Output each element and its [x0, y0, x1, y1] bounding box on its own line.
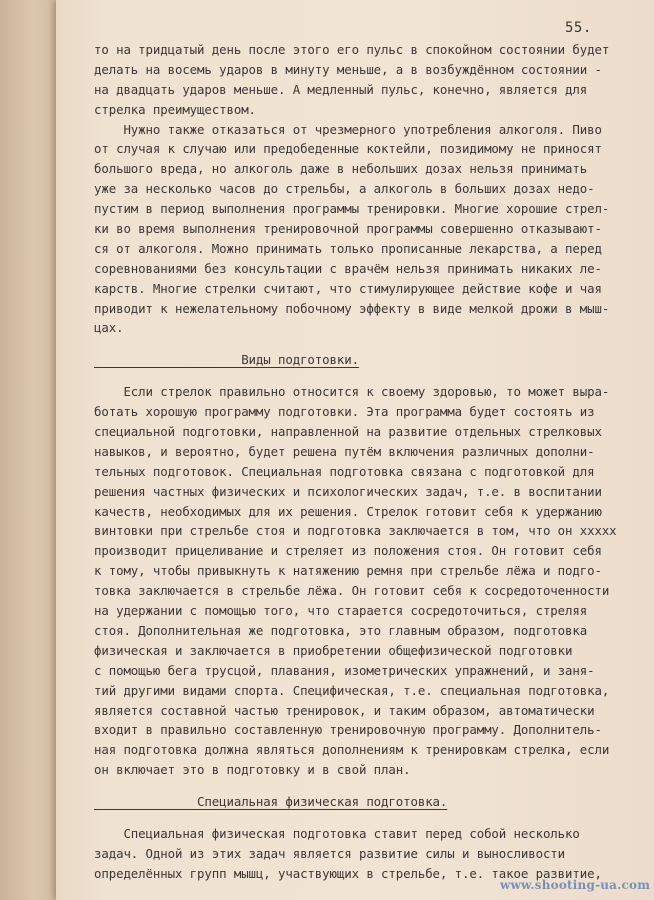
text-line: специальной подготовки, направленной на развитие отдельных стрелковых: [94, 424, 602, 440]
text-line: решения частных физических и психологических задач, т.е. в воспитании: [94, 483, 602, 499]
text-line: навыков, и вероятно, будет решена путём включения различных дополни-: [94, 443, 595, 459]
heading-spacer: [94, 812, 646, 824]
text-line: стрелка преимуществом.: [94, 101, 256, 117]
text-line: тий другими видами спорта. Специфическая, т.е. специальная подготовка,: [94, 682, 610, 698]
text-line: физическая и заключается в приобретении общефизической подготовки: [94, 642, 573, 658]
text-line: стоя. Дополнительная же подготовка, это главным образом, подготовка: [94, 622, 588, 638]
text-line: большого вреда, но алкоголь даже в небольших дозах нельзя принимать: [94, 161, 588, 177]
heading-spacer: [94, 338, 646, 350]
text-line: приводит к нежелательному побочному эффекту в виде мелкой дрожи в мыш-: [94, 300, 610, 316]
book-spine-edge: [0, 0, 56, 900]
text-line: ся от алкоголя. Можно принимать только прописанные лекарства, а перед: [94, 240, 602, 256]
text-line: ботать хорошую программу подготовки. Эта программа будет состоять из: [94, 404, 595, 420]
text-line: является составной частью тренировок, и таким образом, автоматически: [94, 702, 595, 718]
document-body: [94, 40, 646, 884]
text-line: Нужно также отказаться от чрезмерного употребления алкоголя. Пиво: [94, 121, 602, 137]
heading-spacer: [94, 780, 646, 792]
text-line: производит прицеливание и стреляет из положения стоя. Он готовит себя: [94, 543, 602, 559]
text-line: к тому, чтобы привыкнуть к натяжению ремня при стрельбе лёжа и подго-: [94, 563, 602, 579]
text-line: на двадцать ударов меньше. А медленный пульс, конечно, является для: [94, 81, 588, 97]
text-line: делать на восемь ударов в минуту меньше, а в возбуждённом состоянии -: [94, 61, 602, 77]
text-line: Если стрелок правильно относится к своему здоровью, то может выра-: [94, 384, 610, 400]
page-number: 55.: [565, 20, 592, 36]
text-line: уже за несколько часов до стрельбы, а алкоголь в больших дозах недо-: [94, 181, 595, 197]
text-line: ная подготовка должна являться дополнениям к тренировкам стрелка, если: [94, 742, 610, 758]
text-line: тельных подготовок. Специальная подготовка связана с подготовкой для: [94, 463, 595, 479]
text-line: соревнованиями без консультации с врачём нельзя принимать никаких ле-: [94, 260, 602, 276]
text-line: ки во время выполнения тренировочной программы совершенно отказывают-: [94, 221, 602, 237]
text-line: с помощью бега трусцой, плавания, изометрических упражнений, и заня-: [94, 662, 595, 678]
text-line: он включает это в подготовку и в свой план.: [94, 762, 411, 778]
text-line: на удержании с помощью того, что старается сосредоточиться, стреляя: [94, 603, 588, 619]
text-line: качеств, необходимых для их решения. Стрелок готовит себя к удержанию: [94, 503, 602, 519]
section-heading: Специальная физическая подготовка.: [94, 794, 448, 810]
text-line: карств. Многие стрелки считают, что стимулирующее действие кофе и чая: [94, 280, 602, 296]
text-line: входит в правильно составленную тренировочную программу. Дополнитель-: [94, 722, 602, 738]
heading-spacer: [94, 370, 646, 382]
text-line: задач. Одной из этих задач является развитие силы и выносливости: [94, 845, 566, 861]
text-line: пустим в период выполнения программы тренировки. Многие хорошие стрел-: [94, 201, 610, 217]
text-line: товка заключается в стрельбе лёжа. Он готовит себя к сосредоточенности: [94, 583, 610, 599]
section-heading: Виды подготовки.: [94, 352, 359, 368]
text-line: от случая к случаю или предобеденные коктейли, позидимому не приносят: [94, 141, 602, 157]
text-line: Специальная физическая подготовка ставит перед собой несколько: [94, 825, 580, 841]
site-watermark: www.shooting-ua.com: [500, 878, 651, 892]
text-line: то на тридцатый день после этого его пульс в спокойном состоянии будет: [94, 42, 610, 57]
text-line: винтовки при стрельбе стоя и подготовка заключается в том, что он ххххх: [94, 523, 617, 539]
text-line: цах.: [94, 320, 124, 336]
text-line: определённых групп мышц, участвующих в стрельбе, т.е. такое развитие,: [94, 865, 602, 881]
